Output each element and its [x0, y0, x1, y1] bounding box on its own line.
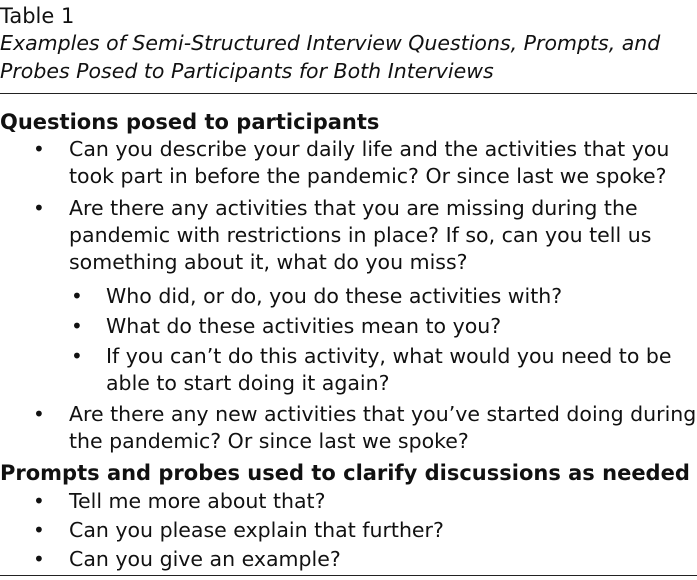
subquestion-line: Who did, or do, you do these activities with?: [106, 284, 563, 308]
prompt-text: [69, 488, 697, 515]
bullet-icon: •: [33, 137, 45, 161]
section-heading-questions: Questions posed to participants: [0, 110, 380, 134]
bullet-icon: •: [33, 489, 45, 513]
section-heading-prompts: Prompts and probes used to clarify discussions as needed: [0, 461, 690, 485]
table-label: Table 1: [0, 4, 75, 28]
question-line: something about it, what do you miss?: [69, 250, 468, 274]
question-text: [69, 136, 697, 190]
question-line: the pandemic? Or since last we spoke?: [69, 429, 469, 453]
question-line: pandemic with restrictions in place? If so, can you tell us: [69, 223, 652, 247]
subquestion-text: [106, 313, 697, 340]
bottom-rule: [0, 575, 697, 576]
subquestion-text: [106, 343, 697, 397]
subquestion-text: [106, 283, 697, 310]
bullet-icon: •: [71, 344, 83, 368]
subquestion-line: If you can’t do this activity, what would you need to be: [106, 344, 672, 368]
question-text: [69, 195, 697, 276]
prompt-text: [69, 546, 697, 573]
bullet-icon: •: [33, 547, 45, 571]
question-line: Can you describe your daily life and the activities that you: [69, 137, 670, 161]
question-line: Are there any activities that you are missing during the: [69, 196, 638, 220]
prompt-line: Can you give an example?: [69, 547, 341, 571]
question-line: took part in before the pandemic? Or since last we spoke?: [69, 164, 667, 188]
bullet-icon: •: [71, 314, 83, 338]
subquestion-line: What do these activities mean to you?: [106, 314, 502, 338]
prompt-line: Can you please explain that further?: [69, 518, 444, 542]
bullet-icon: •: [71, 284, 83, 308]
prompt-line: Tell me more about that?: [69, 489, 326, 513]
question-text: [69, 401, 697, 455]
bullet-icon: •: [33, 196, 45, 220]
top-rule: [0, 93, 697, 94]
bullet-icon: •: [33, 518, 45, 542]
subquestion-line: able to start doing it again?: [106, 371, 390, 395]
bullet-icon: •: [33, 402, 45, 426]
question-line: Are there any new activities that you’ve started doing during: [69, 402, 697, 426]
prompt-text: [69, 517, 697, 544]
table-caption: Examples of Semi-Structured Interview Questions, Prompts, and Probes Posed to Participants for Both Interviews: [0, 31, 661, 83]
